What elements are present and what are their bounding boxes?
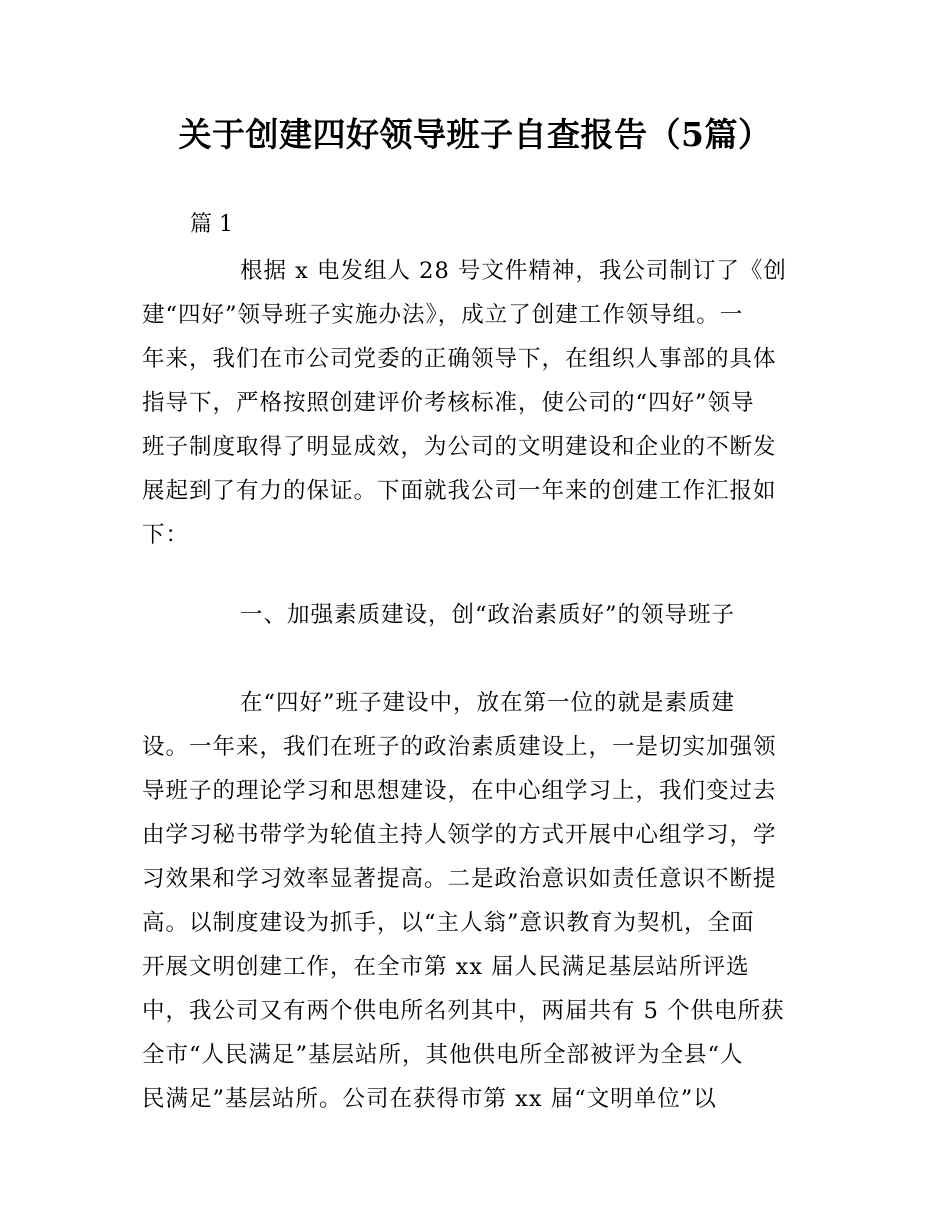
- paragraph-1-line: 下：: [142, 522, 190, 548]
- paragraph-2-line: 导班子的理论学习和思想建设，在中心组学习上，我们变过去: [142, 778, 777, 804]
- paragraph-2-line: 在“四好”班子建设中，放在第一位的就是素质建: [240, 690, 736, 716]
- paragraph-2-line: 民满足”基层站所。公司在获得市第 xx 届“文明单位”以: [142, 1086, 717, 1112]
- paragraph-1-line: 指导下，严格按照创建评价考核标准，使公司的“四好”领导: [142, 390, 755, 416]
- paragraph-2-line: 高。以制度建设为抓手，以“主人翁”意识教育为契机，全面: [142, 910, 755, 936]
- paragraph-1-line: 年来，我们在市公司党委的正确领导下，在组织人事部的具体: [142, 346, 777, 372]
- paragraph-2-line: 中，我公司又有两个供电所名列其中，两届共有 5 个供电所获: [142, 998, 785, 1024]
- paragraph-2-line: 开展文明创建工作，在全市第 xx 届人民满足基层站所评选: [142, 954, 750, 980]
- paragraph-2-line: 习效果和学习效率显著提高。二是政治意识如责任意识不断提: [142, 866, 777, 892]
- paragraph-2-line: 设。一年来，我们在班子的政治素质建设上，一是切实加强领: [142, 734, 777, 760]
- paragraph-2-line: 全市“人民满足”基层站所，其他供电所全部被评为全县“人: [142, 1042, 744, 1068]
- section-heading: 一、加强素质建设，创“政治素质好”的领导班子: [240, 602, 736, 628]
- paragraph-1-line: 建“四好”领导班子实施办法》，成立了创建工作领导组。一: [142, 302, 744, 328]
- section-label: 篇 1: [190, 212, 233, 237]
- paragraph-2-line: 由学习秘书带学为轮值主持人领学的方式开展中心组学习，学: [142, 822, 777, 848]
- document-title: 关于创建四好领导班子自查报告（5篇）: [178, 115, 772, 154]
- paragraph-1-line: 班子制度取得了明显成效，为公司的文明建设和企业的不断发: [142, 434, 777, 460]
- paragraph-1-line: 根据 x 电发组人 28 号文件精神，我公司制订了《创: [240, 258, 787, 284]
- paragraph-1-line: 展起到了有力的保证。下面就我公司一年来的创建工作汇报如: [142, 478, 777, 504]
